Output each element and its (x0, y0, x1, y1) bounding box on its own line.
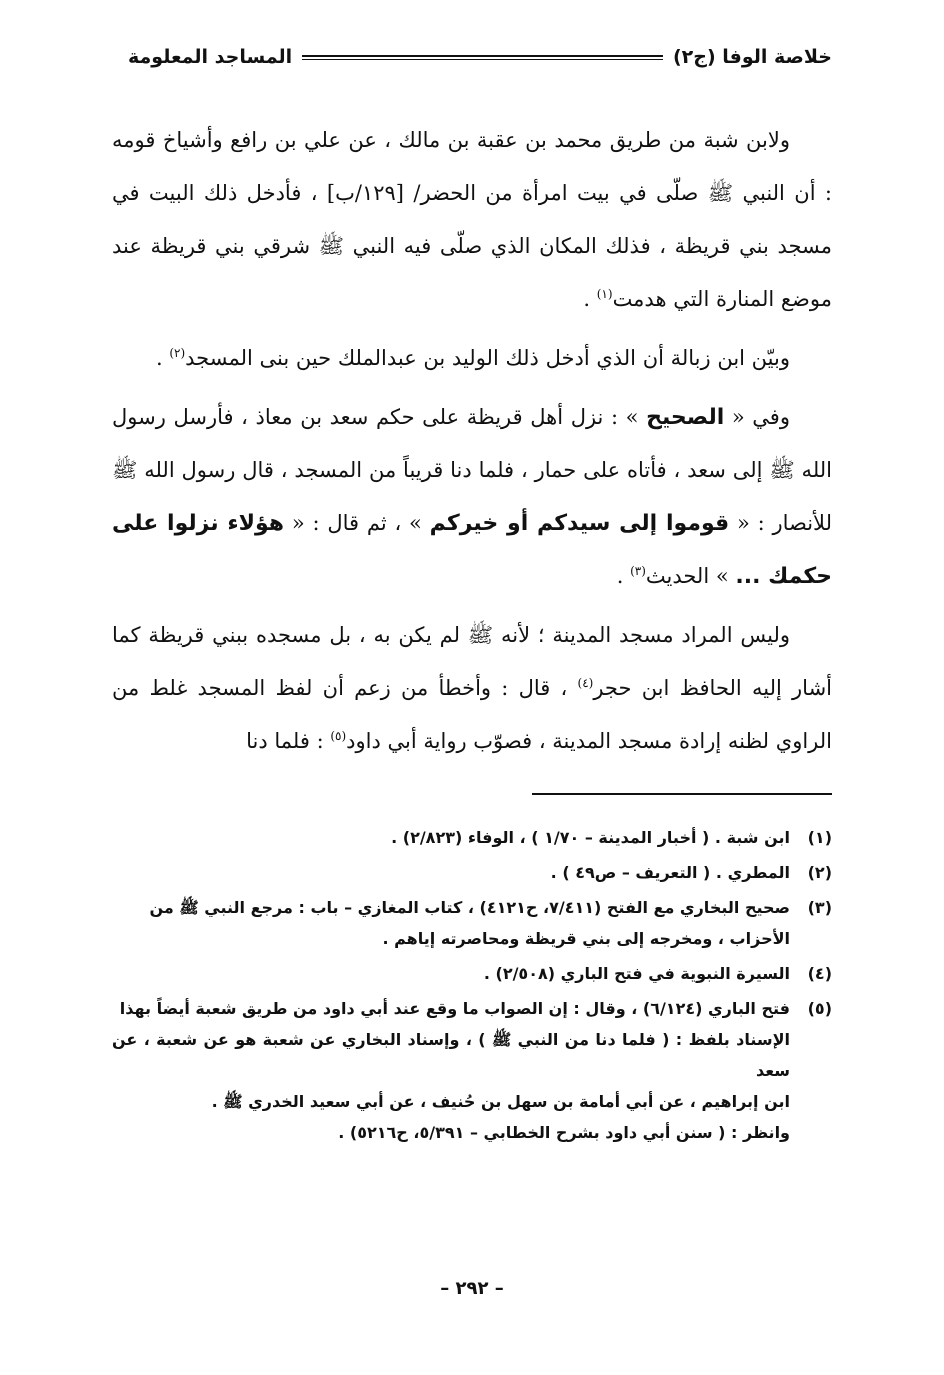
text-segment: . (616, 564, 631, 588)
text-segment: وفي « (724, 405, 790, 429)
footnote-number: (٣) (807, 898, 832, 917)
footnote-ref: (٥) (330, 729, 347, 743)
footnote-text (112, 857, 790, 888)
text-segment: ولابن شبة من طريق محمد بن عقبة بن مالك ، عن علي بن رافع وأشياخ قومه : أن النبي ﷺ صلّى في بيت امرأة من الحضر/ [١٢٩/ب] ، فأدخل ذلك البيت في مسجد بني قريظة ، فذلك المكان الذي صلّى فيه النبي ﷺ شرقي بني قريظة عند موضع المنارة التي هدمت (112, 128, 833, 311)
paragraph (112, 114, 832, 326)
footnote-line: الأحزاب ، ومخرجه إلى بني قريظة ومحاصرته إياهم . (382, 929, 790, 948)
text-segment: . (583, 287, 597, 311)
footnote-number: (٤) (807, 964, 832, 983)
text-segment: » ، ثم قال : « (284, 511, 430, 535)
footnote (112, 892, 832, 954)
text-segment: : فلما دنا (246, 729, 331, 753)
footnote-ref: (٢) (169, 346, 186, 360)
paragraph (112, 609, 832, 768)
footnotes (112, 822, 832, 1152)
footnote-number: (١) (807, 828, 832, 847)
footnote-line: ابن إبراهيم ، عن أبي أمامة بن سهل بن حُنيف ، عن أبي سعيد الخدري ﷺ . (211, 1092, 790, 1111)
footnote-line: السيرة النبوية في فتح الباري (٢/٥٠٨) . (483, 964, 790, 983)
footnote-separator (532, 793, 832, 795)
text-segment: ، قال : وأخطأ من زعم أن لفظ المسجد غلط من الراوي لظنه إرادة مسجد المدينة ، فصوّب رواية أبي داود (112, 676, 832, 753)
paragraph (112, 332, 832, 385)
chapter-title: المساجد المعلومة (128, 46, 293, 68)
footnote (112, 958, 832, 989)
emphasized-text: الصحيح (646, 405, 725, 430)
page-number: – ٢٩٢ – (440, 1278, 504, 1299)
main-text (112, 114, 832, 768)
book-title: خلاصة الوفا (ج٢) (672, 46, 832, 68)
footnote-line: ابن شبة . ( أخبار المدينة – ١/٧٠ ) ، الوفاء (٢/٨٢٣) . (391, 828, 790, 847)
footnote-text (112, 958, 790, 989)
footnote-text (112, 892, 790, 954)
footnote (112, 993, 832, 1148)
footnote-text (112, 993, 790, 1148)
text-segment: وبيّن ابن زبالة أن الذي أدخل ذلك الوليد بن عبدالملك حين بنى المسجد (185, 346, 790, 370)
emphasized-text: هؤلاء نزلوا على حكمك ... (112, 511, 832, 589)
footnote-line: الإسناد بلفظ : ( فلما دنا من النبي ﷺ ) ، وإسناد البخاري عن شعبة هو عن شعبة ، عن سعد (112, 1030, 790, 1080)
emphasized-text: قوموا إلى سيدكم أو خيركم (429, 511, 730, 536)
text-segment: » الحديث (645, 564, 736, 588)
text-segment: . (155, 346, 170, 370)
text-segment: » : نزل أهل قريظة على حكم سعد بن معاذ ، فأرسل رسول الله ﷺ إلى سعد ، فأتاه على حمار ، فلما دنا قريباً من المسجد ، قال رسول الله ﷺ للأنصار : « (112, 405, 832, 535)
footnote-ref: (٤) (577, 676, 594, 690)
header-rule (302, 55, 663, 60)
footnote-ref: (٣) (630, 564, 646, 578)
footnote-number: (٢) (807, 863, 832, 882)
footnote-text (112, 822, 790, 853)
footnote-line: المطري . ( التعريف – ص٤٩ ) . (550, 863, 790, 882)
text-segment: وليس المراد مسجد المدينة ؛ لأنه ﷺ لم يكن به ، بل مسجده ببني قريظة كما أشار إليه الحافظ ابن حجر (112, 623, 832, 700)
footnote-line: فتح الباري (٦/١٢٤) ، وقال : إن الصواب ما وقع عند أبي داود من طريق شعبة أيضاً بهذا (119, 999, 790, 1018)
footnote (112, 822, 832, 853)
footnote-line: صحيح البخاري مع الفتح (٧/٤١١، ح٤١٢١) ، كتاب المغازي – باب : مرجع النبي ﷺ من (149, 898, 790, 917)
footnote (112, 857, 832, 888)
footnote-number: (٥) (807, 999, 832, 1018)
footnote-line: وانظر : ( سنن أبي داود بشرح الخطابي – ٥/٣٩١، ح٥٢١٦) . (338, 1123, 790, 1142)
paragraph (112, 391, 832, 603)
footnote-ref: (١) (596, 287, 613, 301)
running-header (128, 40, 832, 74)
